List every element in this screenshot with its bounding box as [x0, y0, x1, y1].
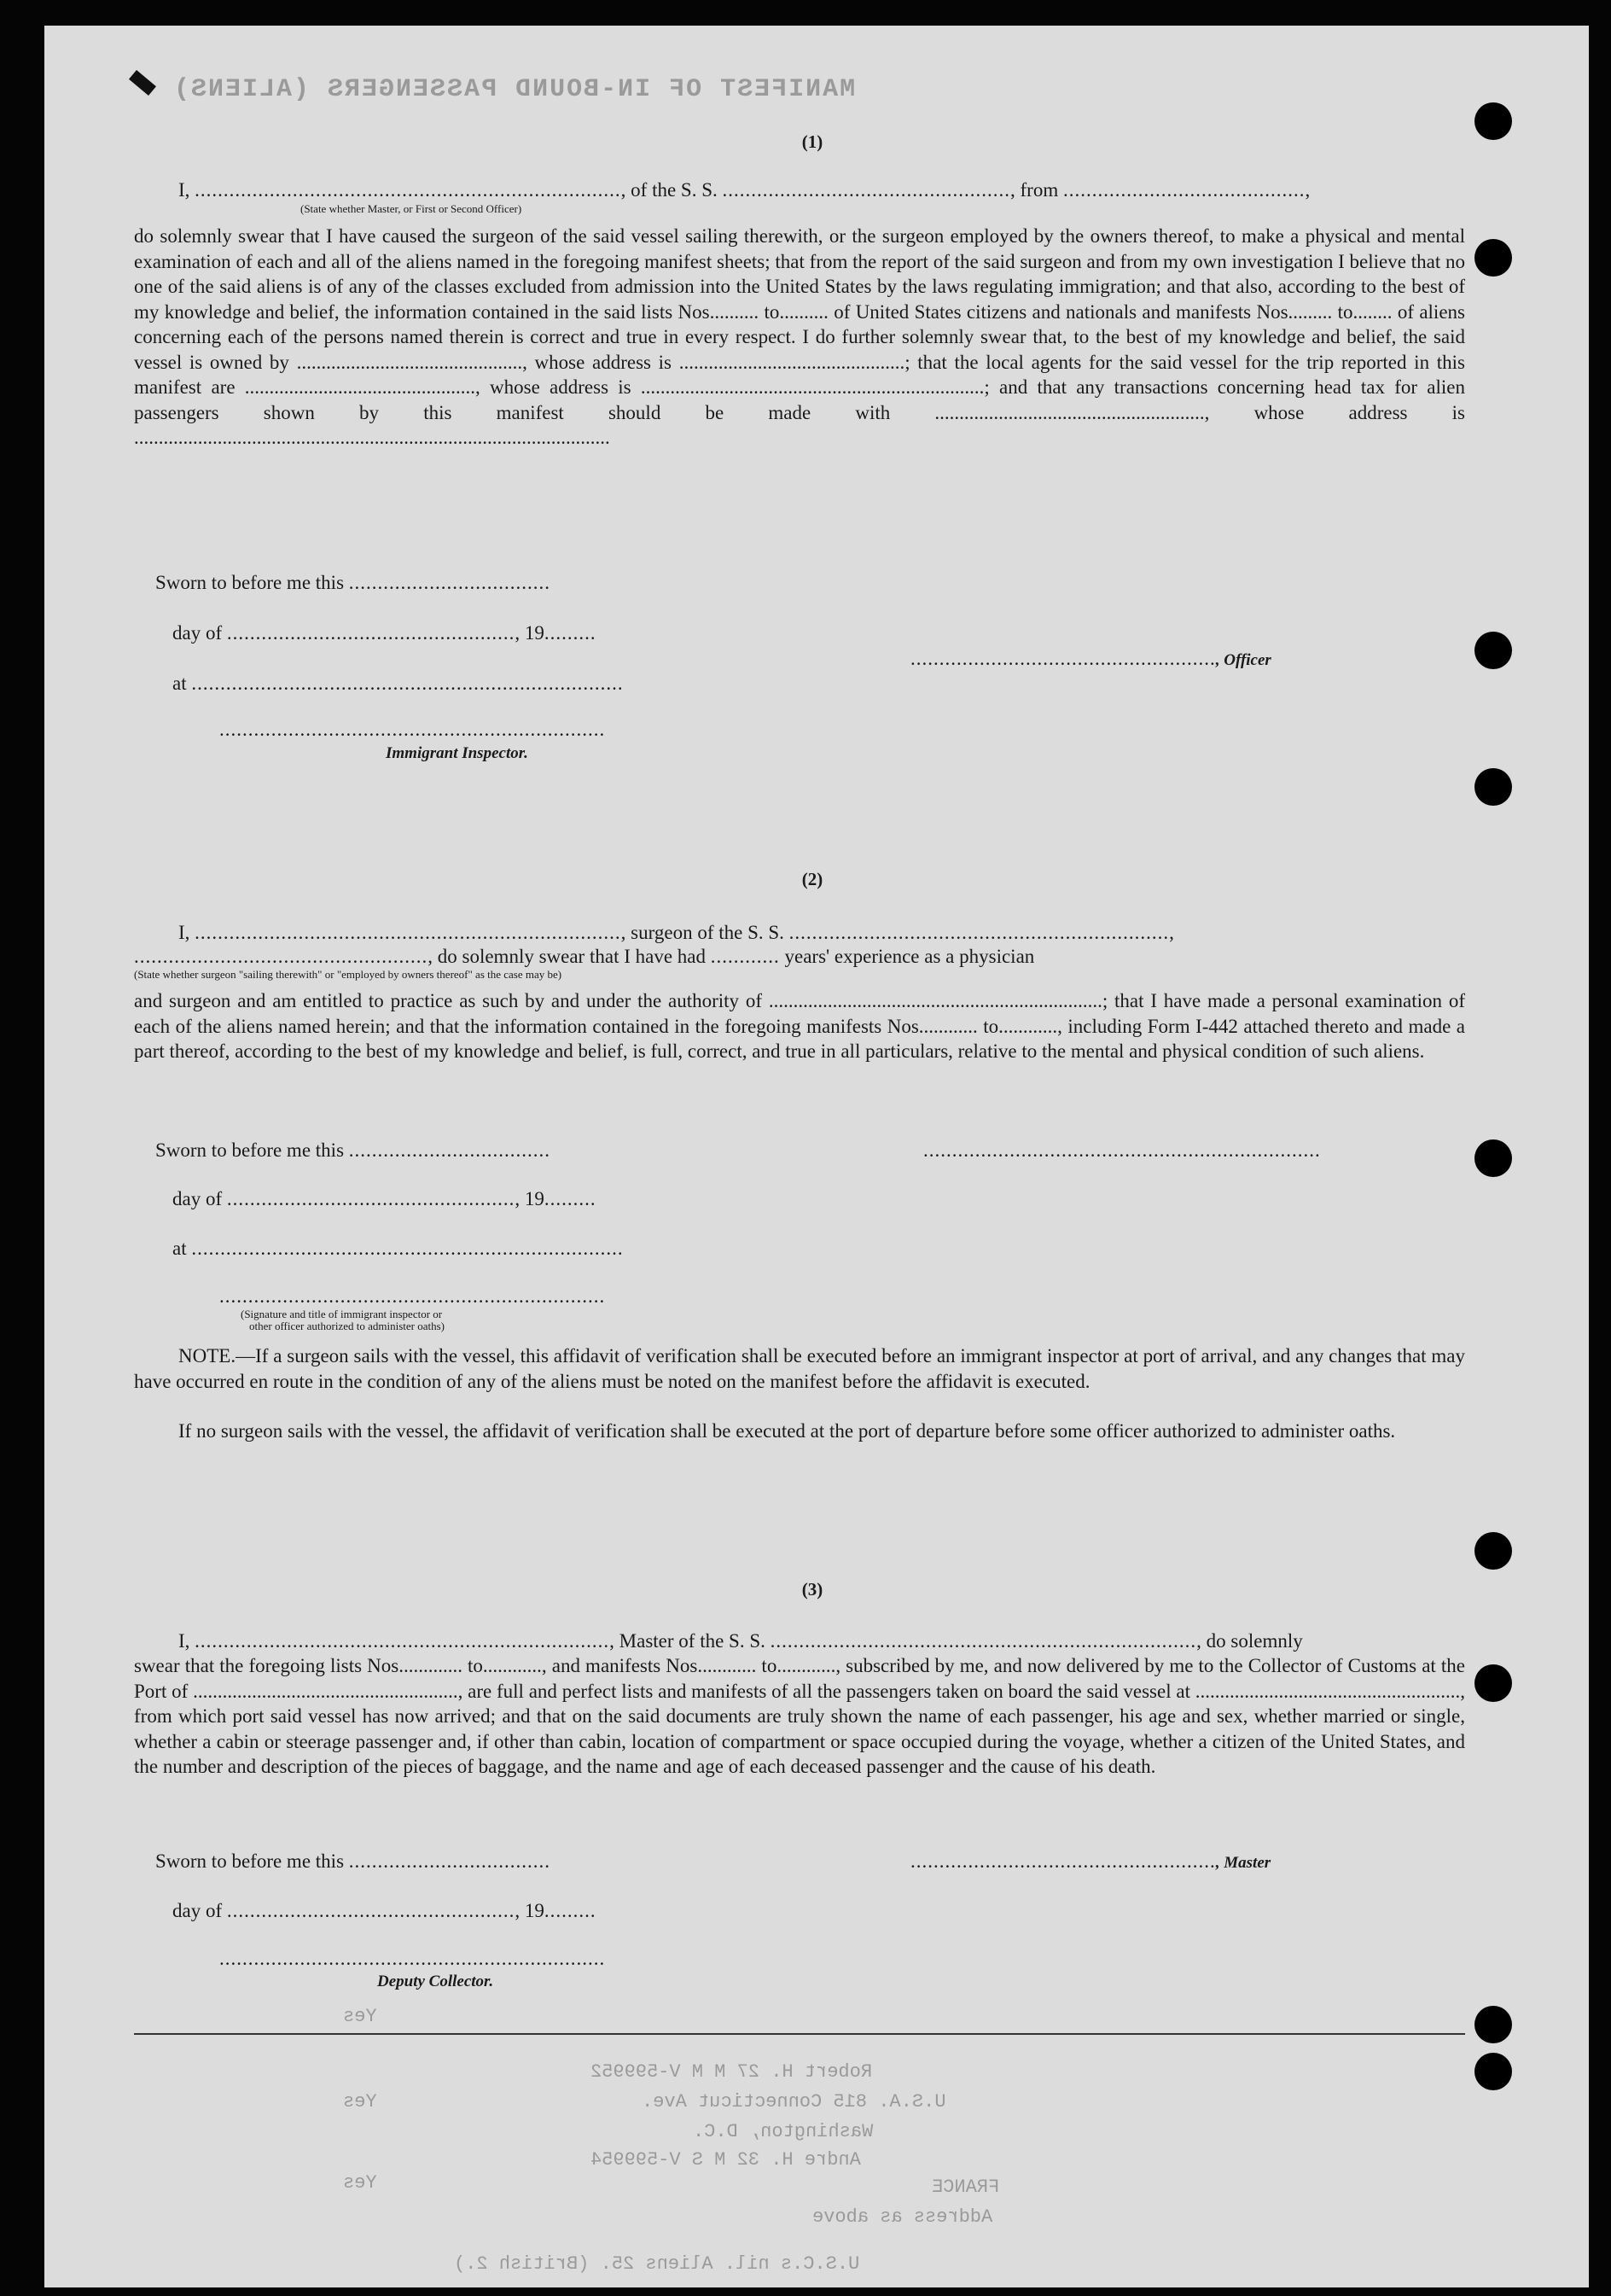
bleed-through-line: Washington, D.C. — [693, 2121, 874, 2142]
surgeon-hint: (State whether surgeon "sailing therewith" or "employed by owners thereof" as the case may be) — [134, 968, 562, 981]
section-2-day: day of .................................................., 19......... — [172, 1188, 596, 1209]
officer-hint: (State whether Master, or First or Second Officer) — [300, 202, 522, 215]
punch-hole — [1474, 2006, 1512, 2043]
oath-i: I, — [178, 179, 190, 201]
section-3-line-1: I, ........................................................................, Master of the S. S. .........................................................................., do solemnly — [178, 1630, 1303, 1652]
section-2-sworn: Sworn to before me this ................................... — [155, 1139, 551, 1161]
corner-mark — [129, 70, 156, 96]
inspector-label: Immigrant Inspector. — [386, 744, 528, 762]
collector-label: Deputy Collector. — [377, 1973, 494, 1990]
signature-label-1: (Signature and title of immigrant inspector or — [241, 1308, 443, 1320]
bleed-through-yes: Yes — [343, 2091, 377, 2112]
section-3-sworn: Sworn to before me this ................................... — [155, 1850, 551, 1872]
bleed-through-line: FRANCE — [932, 2177, 1000, 2198]
master-signature-line: ....................................................., Master — [910, 1850, 1271, 1872]
section-1-oath-line: I, .........................................................................., of the S. S. .................................................., from .........................................., — [178, 179, 1311, 201]
punch-hole — [1474, 239, 1512, 277]
section-2-note: NOTE.—If a surgeon sails with the vessel, this affidavit of verification shall be executed before an immigrant inspector at port of arrival, and any changes that may have occurred en route in the condition of any of the aliens must be noted on the manifest before the affidavit is executed. — [134, 1345, 1465, 1392]
section-2-signature-dots: ..................................................................... — [923, 1139, 1321, 1161]
punch-hole — [1474, 1664, 1512, 1702]
inspector-signature-line: ................................................................... — [219, 719, 606, 740]
section-3-number: (3) — [801, 1579, 823, 1600]
signature-label-2: other officer authorized to administer oaths) — [249, 1320, 445, 1332]
officer-label: , Officer — [1215, 651, 1271, 669]
section-3-day: day of .................................................., 19......... — [172, 1900, 596, 1921]
punch-hole — [1474, 1139, 1512, 1177]
punch-hole — [1474, 1532, 1512, 1570]
bleed-through-line: Andre H. 32 M S V-599954 — [590, 2149, 861, 2171]
bleed-through-yes: Yes — [343, 2006, 377, 2027]
master-label: , Master — [1215, 1854, 1271, 1872]
section-1-number: (1) — [801, 131, 823, 152]
manifest-back-page — [44, 26, 1589, 2287]
punch-hole — [1474, 768, 1512, 806]
punch-hole — [1474, 632, 1512, 669]
section-1-sworn: Sworn to before me this ................................... — [155, 572, 551, 593]
collector-signature-line: ................................................................... — [219, 1948, 606, 1969]
punch-hole — [1474, 102, 1512, 140]
section-2-note-2: If no surgeon sails with the vessel, the affidavit of verification shall be executed at the port of departure before some officer authorized to administer oaths. — [178, 1420, 1396, 1442]
bleed-through-line: U.S.A. 815 Connecticut Ave. — [642, 2091, 946, 2112]
section-2-line-2: ..................................................., do solemnly swear that I have had ............ years' experience as a physician — [134, 946, 1035, 967]
bleed-through-line: Robert H. 27 M M V-599952 — [590, 2061, 873, 2083]
section-2-paragraph: and surgeon and am entitled to practice as such by and under the authority of ....................................................................; that I have made a personal examination of each of the aliens named herein; and that the information contained in the foregoing manifests Nos............ to............, including Form I-442 attached thereto and made a part thereof, according to the best of my knowledge and belief, is full, correct, and true in all particulars, relative to the mental and physical condition of such aliens. — [134, 990, 1465, 1062]
bleed-through-line: U.S.C.s nil. Aliens 25. (British 2.) — [454, 2253, 860, 2275]
section-2-inspector-line: ................................................................... — [219, 1285, 606, 1307]
section-3-paragraph: swear that the foregoing lists Nos............. to............, and manifests Nos............ to............, subscribed by me, and now delivered by me to the Collector of Customs at the Port of ......................................................, are full and perfect lists and manifests of all the passengers taken on board the said vessel at ......................................................, from which port said vessel has now arrived; and that on the said documents are truly shown the name of each passenger, his age and sex, whether married or single, whether a cabin or steerage passenger and, if other than cabin, location of compartment or space occupied during the voyage, whether a citizen of the United States, and the number and description of the pieces of baggage, and the name and age of each deceased passenger and the cause of his death. — [134, 1655, 1465, 1777]
from-label: , from — [1010, 179, 1059, 201]
section-2-line-1: I, .........................................................................., surgeon of the S. S. .................................................................., — [178, 922, 1175, 943]
section-2-at: at ........................................................................... — [172, 1238, 624, 1259]
bleed-through-yes: Yes — [343, 2172, 377, 2194]
bottom-rule — [134, 2033, 1465, 2035]
section-2-number: (2) — [801, 869, 823, 889]
of-the-ss: , of the S. S. — [620, 179, 718, 201]
section-1-at: at ........................................................................... — [172, 673, 624, 694]
section-1-day: day of .................................................., 19......... — [172, 622, 596, 644]
bleed-through-header: MANIFEST OF IN-BOUND PASSENGERS (ALIENS) — [172, 75, 856, 104]
section-1-paragraph: do solemnly swear that I have caused the surgeon of the said vessel sailing therewith, or the surgeon employed by the owners thereof, to make a physical and mental examination of each and all of the aliens named in the foregoing manifest sheets; that from the report of the said surgeon and from my own investigation I believe that no one of the said aliens is of any of the classes excluded from admission into the United States by the laws regulating immigration; and that also, according to the best of my knowledge and belief, the information contained in the said lists Nos.......... to.......... of United States citizens and nationals and manifests Nos......... to........ of aliens concerning each of the persons named therein is correct and true in every respect. I do further solemnly swear that, to the best of my knowledge and belief, the said vessel is owned by .............................................., whose address is ..............................................; that the local agents for the said vessel for the trip reported in this manifest are ..............................................., whose address is ......................................................................; and that any transactions concerning head tax for alien passengers shown by this manifest should be made with ......................................................., whose address is ................................................................................................. — [134, 225, 1465, 448]
officer-signature-line: ....................................................., Officer — [910, 648, 1271, 669]
punch-hole — [1474, 2053, 1512, 2090]
bleed-through-line: Address as above — [812, 2206, 993, 2228]
